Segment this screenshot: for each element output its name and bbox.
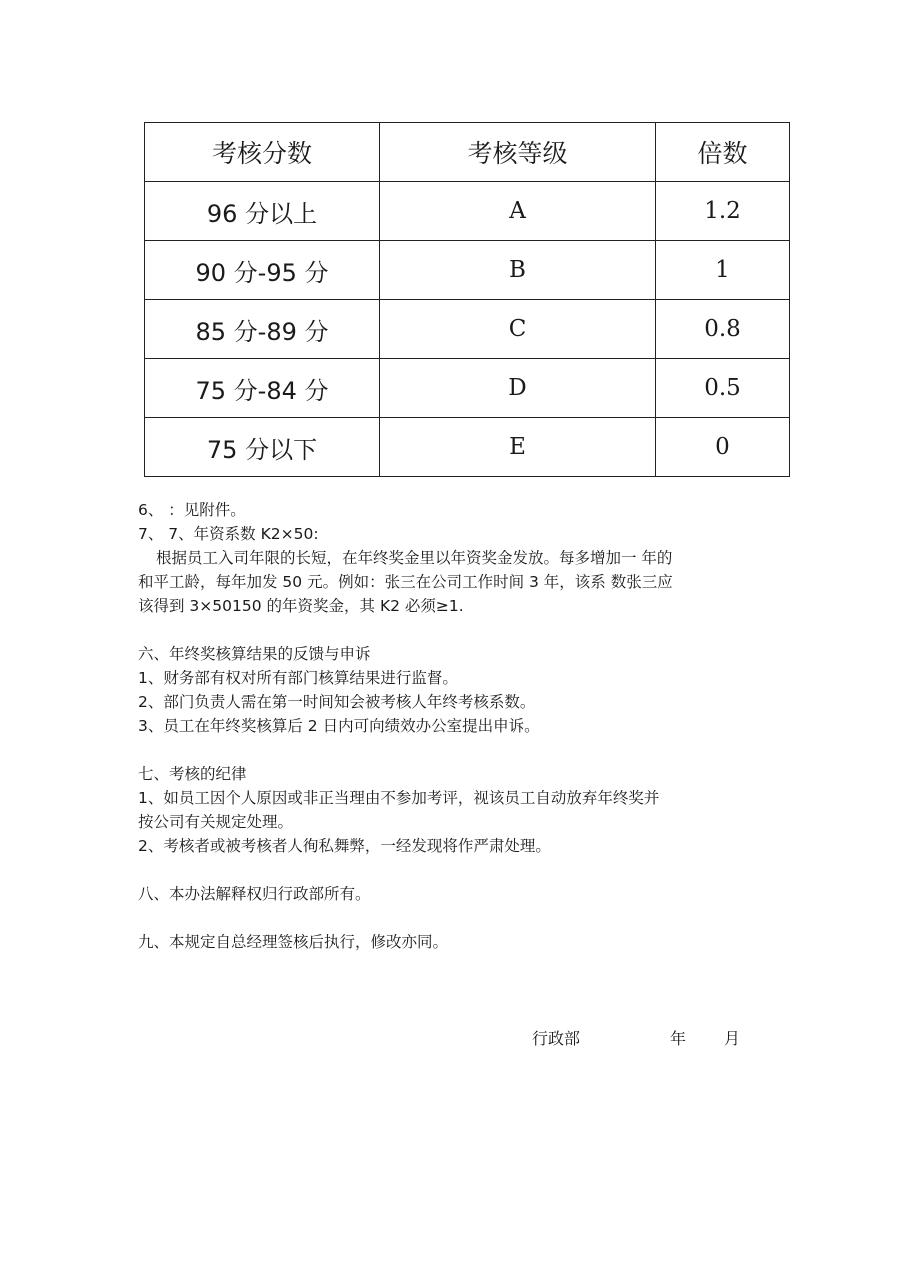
document-body xyxy=(138,498,788,954)
table-row xyxy=(145,300,790,359)
item-7-description-line: 该得到 3×50150 的年资奖金，其 K2 必须≥1. xyxy=(138,597,464,615)
section-6-title: 六、年终奖核算结果的反馈与申诉 xyxy=(138,645,371,663)
score-cell: 90 分-95 分 xyxy=(145,241,380,300)
header-multiplier: 倍数 xyxy=(656,123,790,182)
multiplier-cell: 0.5 xyxy=(656,359,790,418)
section-6-item-2: 2、部门负责人需在第一时间知会被考核人年终考核系数。 xyxy=(138,693,536,711)
multiplier-cell: 0 xyxy=(656,418,790,477)
section-8: 八、本办法解释权归行政部所有。 xyxy=(138,885,371,903)
grade-cell: E xyxy=(380,418,656,477)
item-7-description-line: 和平工龄，每年加发 50 元。例如：张三在公司工作时间 3 年，该系 数张三应 xyxy=(138,573,673,591)
multiplier-cell: 1 xyxy=(656,241,790,300)
table-row xyxy=(145,359,790,418)
table-header-row xyxy=(145,123,790,182)
section-6-item-1: 1、财务部有权对所有部门核算结果进行监督。 xyxy=(138,669,458,687)
grade-cell: A xyxy=(380,182,656,241)
score-cell: 75 分-84 分 xyxy=(145,359,380,418)
score-cell: 85 分-89 分 xyxy=(145,300,380,359)
header-grade: 考核等级 xyxy=(380,123,656,182)
section-7-item-2: 2、考核者或被考核者人徇私舞弊，一经发现将作严肃处理。 xyxy=(138,837,551,855)
signature-month-label: 月 xyxy=(724,1029,741,1048)
item-7-description-line: 根据员工入司年限的长短，在年终奖金里以年资奖金发放。每多增加一 年的 xyxy=(156,549,673,567)
section-7-item-1-continued: 按公司有关规定处理。 xyxy=(138,813,294,831)
signature-department: 行政部 xyxy=(532,1029,581,1048)
item-6: 6、 ：见附件。 xyxy=(138,501,246,519)
multiplier-cell: 1.2 xyxy=(656,182,790,241)
score-cell: 75 分以下 xyxy=(145,418,380,477)
table-row xyxy=(145,182,790,241)
score-cell: 96 分以上 xyxy=(145,182,380,241)
table-row xyxy=(145,418,790,477)
signature-year-label: 年 xyxy=(670,1029,687,1048)
grade-cell: D xyxy=(380,359,656,418)
grade-multiplier-table xyxy=(144,122,790,477)
section-6-item-3: 3、员工在年终奖核算后 2 日内可向绩效办公室提出申诉。 xyxy=(138,717,540,735)
grade-cell: B xyxy=(380,241,656,300)
grade-cell: C xyxy=(380,300,656,359)
section-9: 九、本规定自总经理签核后执行，修改亦同。 xyxy=(138,933,449,951)
multiplier-cell: 0.8 xyxy=(656,300,790,359)
item-7: 7、 7、年资系数 K2×50: xyxy=(138,525,319,543)
table-row xyxy=(145,241,790,300)
section-7-title: 七、考核的纪律 xyxy=(138,765,247,783)
header-score: 考核分数 xyxy=(145,123,380,182)
section-7-item-1: 1、如员工因个人原因或非正当理由不参加考评，视该员工自动放弃年终奖并 xyxy=(138,789,660,807)
